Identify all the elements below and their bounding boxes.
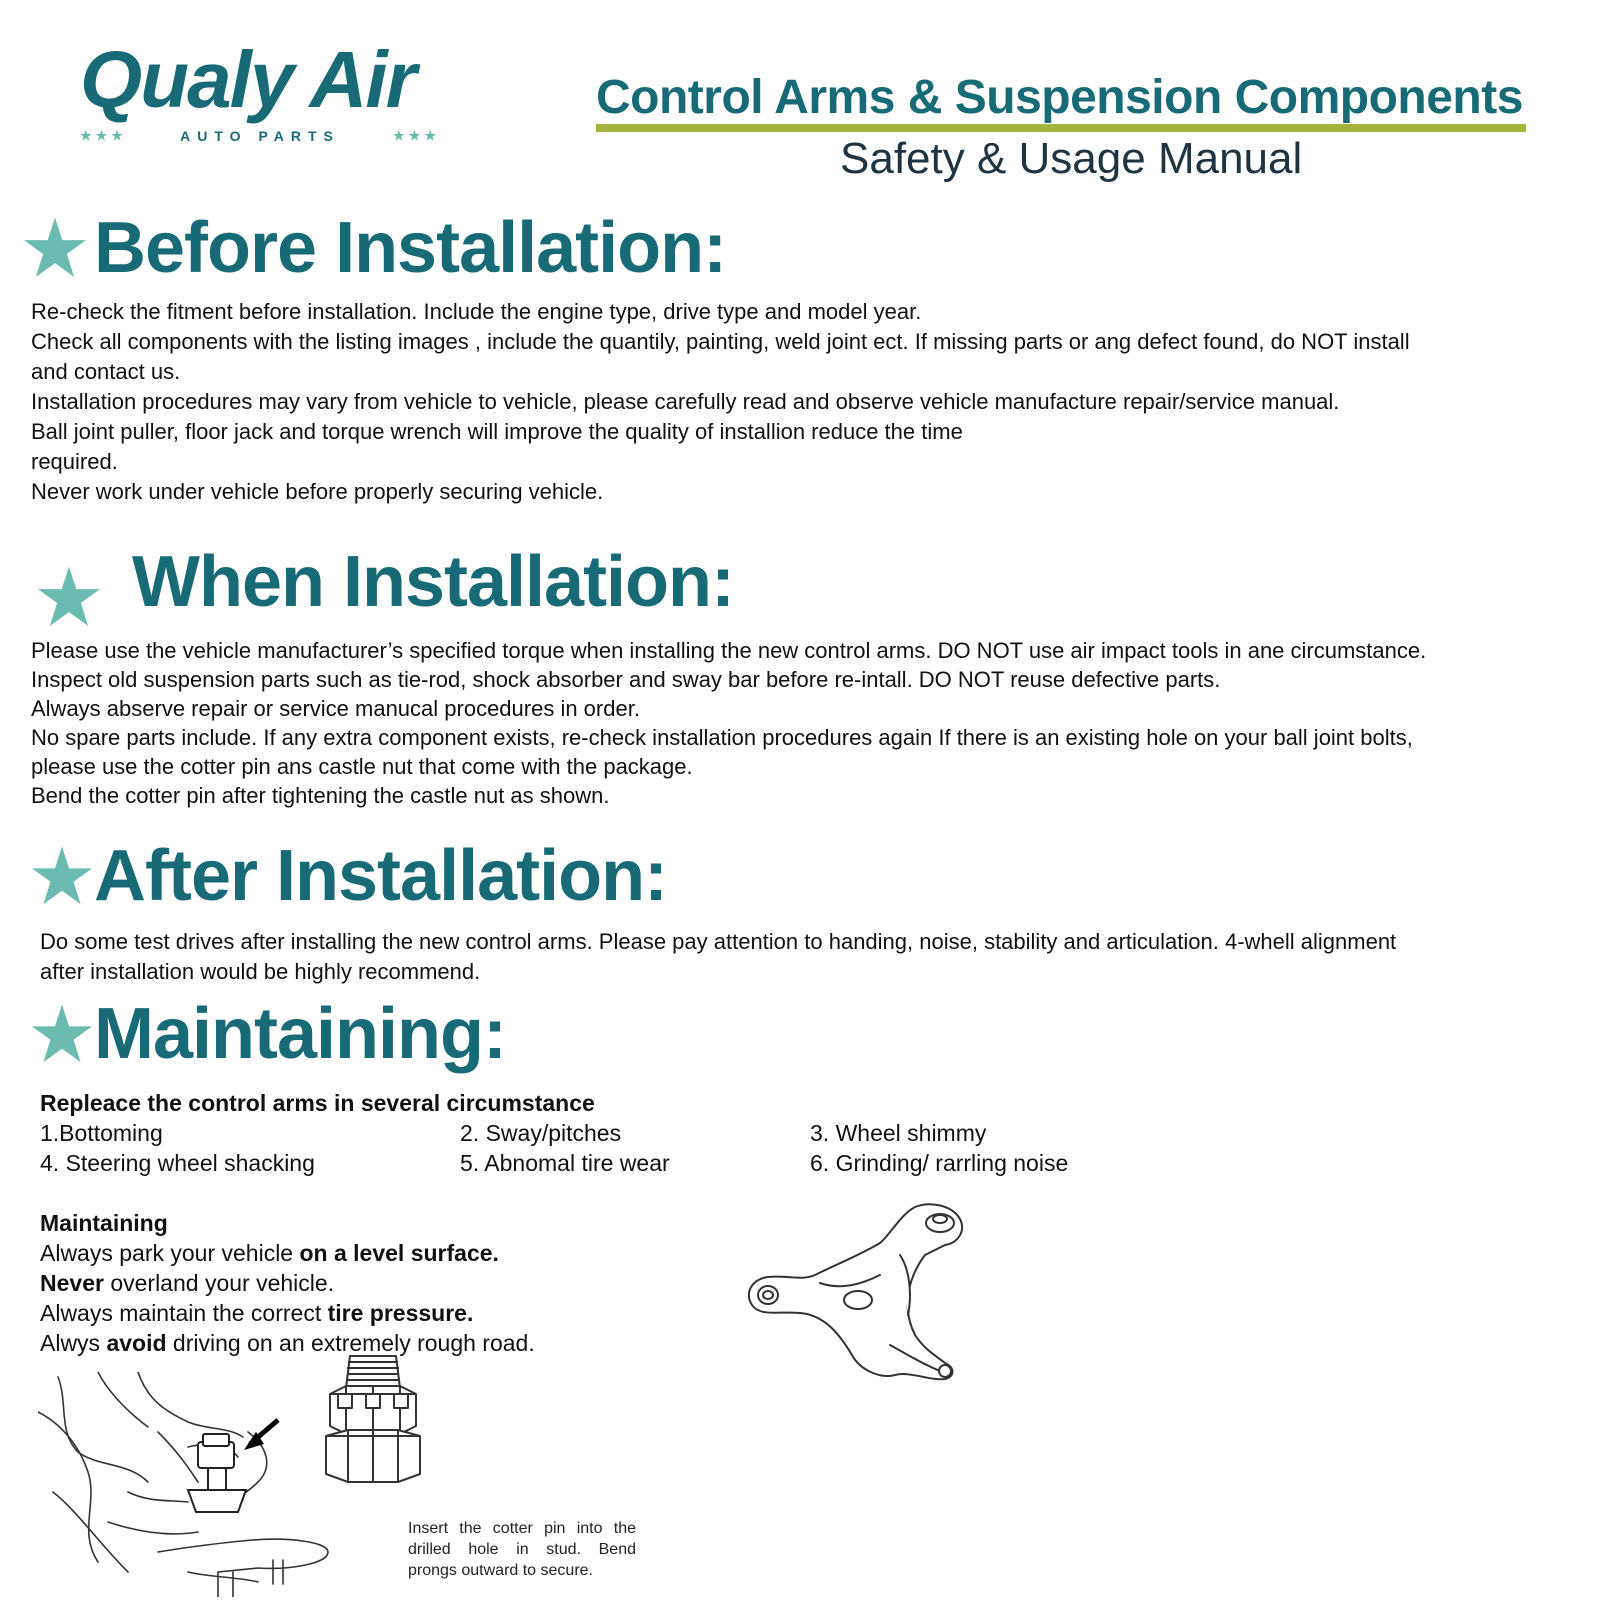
tip-line: Never overland your vehicle.	[40, 1270, 335, 1296]
star-icon	[30, 844, 94, 908]
after-line: after installation would be highly recommend.	[40, 959, 481, 984]
before-line: and contact us.	[31, 359, 181, 384]
logo-tagline-row	[80, 128, 440, 144]
before-line: Ball joint puller, floor jack and torque wrench will improve the quality of installion reduce the time	[31, 419, 963, 444]
section-after-title: After Installation:	[94, 836, 668, 916]
title-underline	[596, 124, 1526, 132]
circumstance-row	[40, 1148, 1140, 1178]
after-line: Do some test drives after installing the new control arms. Please pay attention to handing, noise, stability and articulation. 4-whell alignment	[40, 929, 1397, 954]
tips-heading: Maintaining	[40, 1210, 168, 1236]
qualy-air-logo	[80, 35, 460, 150]
star-icon	[36, 564, 102, 630]
before-line: Check all components with the listing images , include the quantily, painting, weld joint ect. If missing parts or ang defect found, do NOT install	[31, 329, 1410, 354]
circumstance-item: 4. Steering wheel shacking	[40, 1150, 315, 1176]
castle-nut-illustration	[318, 1350, 428, 1490]
document-subtitle: Safety & Usage Manual	[840, 134, 1303, 183]
when-line: Please use the vehicle manufacturer’s specified torque when installing the new control arms. DO NOT use air impact tools in ane circumstance.	[31, 638, 1427, 663]
section-before-body	[31, 297, 1576, 507]
logo-tagline: AUTO PARTS	[180, 128, 340, 144]
circumstance-row	[40, 1118, 1140, 1148]
section-maintaining-title: Maintaining:	[94, 994, 506, 1074]
when-line: Always abserve repair or service manucal procedures in order.	[31, 696, 640, 721]
when-line: No spare parts include. If any extra component exists, re-check installation procedures again If there is an existing hole on your ball joint bolts,	[31, 725, 1413, 750]
circumstance-item: 6. Grinding/ rarrling noise	[810, 1150, 1069, 1176]
star-icon	[22, 215, 88, 281]
tip-line: Alwys avoid driving on an extremely rough road.	[40, 1330, 535, 1356]
tip-line: Always park your vehicle on a level surface.	[40, 1240, 499, 1266]
logo-brand: Qualy Air	[80, 35, 415, 124]
circumstance-item: 5. Abnomal tire wear	[460, 1150, 670, 1176]
tip-line: Always maintain the correct tire pressure.	[40, 1300, 474, 1326]
cotter-pin-caption: Insert the cotter pin into the drilled hole in stud. Bend prongs outward to secure.	[408, 1520, 636, 1579]
circumstance-item: 1.Bottoming	[40, 1120, 163, 1146]
section-when-title: When Installation:	[132, 542, 734, 622]
star-icon	[30, 1002, 94, 1066]
maintaining-tips-block	[40, 1208, 680, 1358]
before-line: Never work under vehicle before properly securing vehicle.	[31, 479, 604, 504]
before-line: required.	[31, 449, 118, 474]
logo-stars-left: ★★★	[80, 128, 127, 143]
when-line: Bend the cotter pin after tightening the castle nut as shown.	[31, 783, 610, 808]
replace-heading: Repleace the control arms in several circumstance	[40, 1090, 595, 1116]
document-title: Control Arms & Suspension Components	[596, 71, 1523, 124]
section-after-header	[30, 836, 668, 916]
section-before-header	[22, 208, 727, 288]
when-line: please use the cotter pin ans castle nut that come with the package.	[31, 754, 693, 779]
circumstance-item: 3. Wheel shimmy	[810, 1120, 987, 1146]
ball-joint-illustration	[38, 1372, 338, 1597]
replace-circumstances-block	[40, 1088, 1140, 1178]
before-line: Re-check the fitment before installation. Include the engine type, drive type and model year.	[31, 299, 922, 324]
section-before-title: Before Installation:	[94, 208, 727, 288]
section-after-body	[40, 927, 1580, 987]
when-line: Inspect old suspension parts such as tie-rod, shock absorber and sway bar before re-intall. DO NOT reuse defective parts.	[31, 667, 1221, 692]
control-arm-illustration	[740, 1195, 980, 1415]
circumstance-item: 2. Sway/pitches	[460, 1120, 622, 1146]
section-maintaining-header	[30, 994, 506, 1074]
section-when-header	[36, 534, 734, 630]
before-line: Installation procedures may vary from vehicle to vehicle, please carefully read and observe vehicle manufacture repair/service manual.	[31, 389, 1340, 414]
section-when-body	[31, 636, 1576, 810]
logo-stars-right: ★★★	[393, 128, 440, 143]
